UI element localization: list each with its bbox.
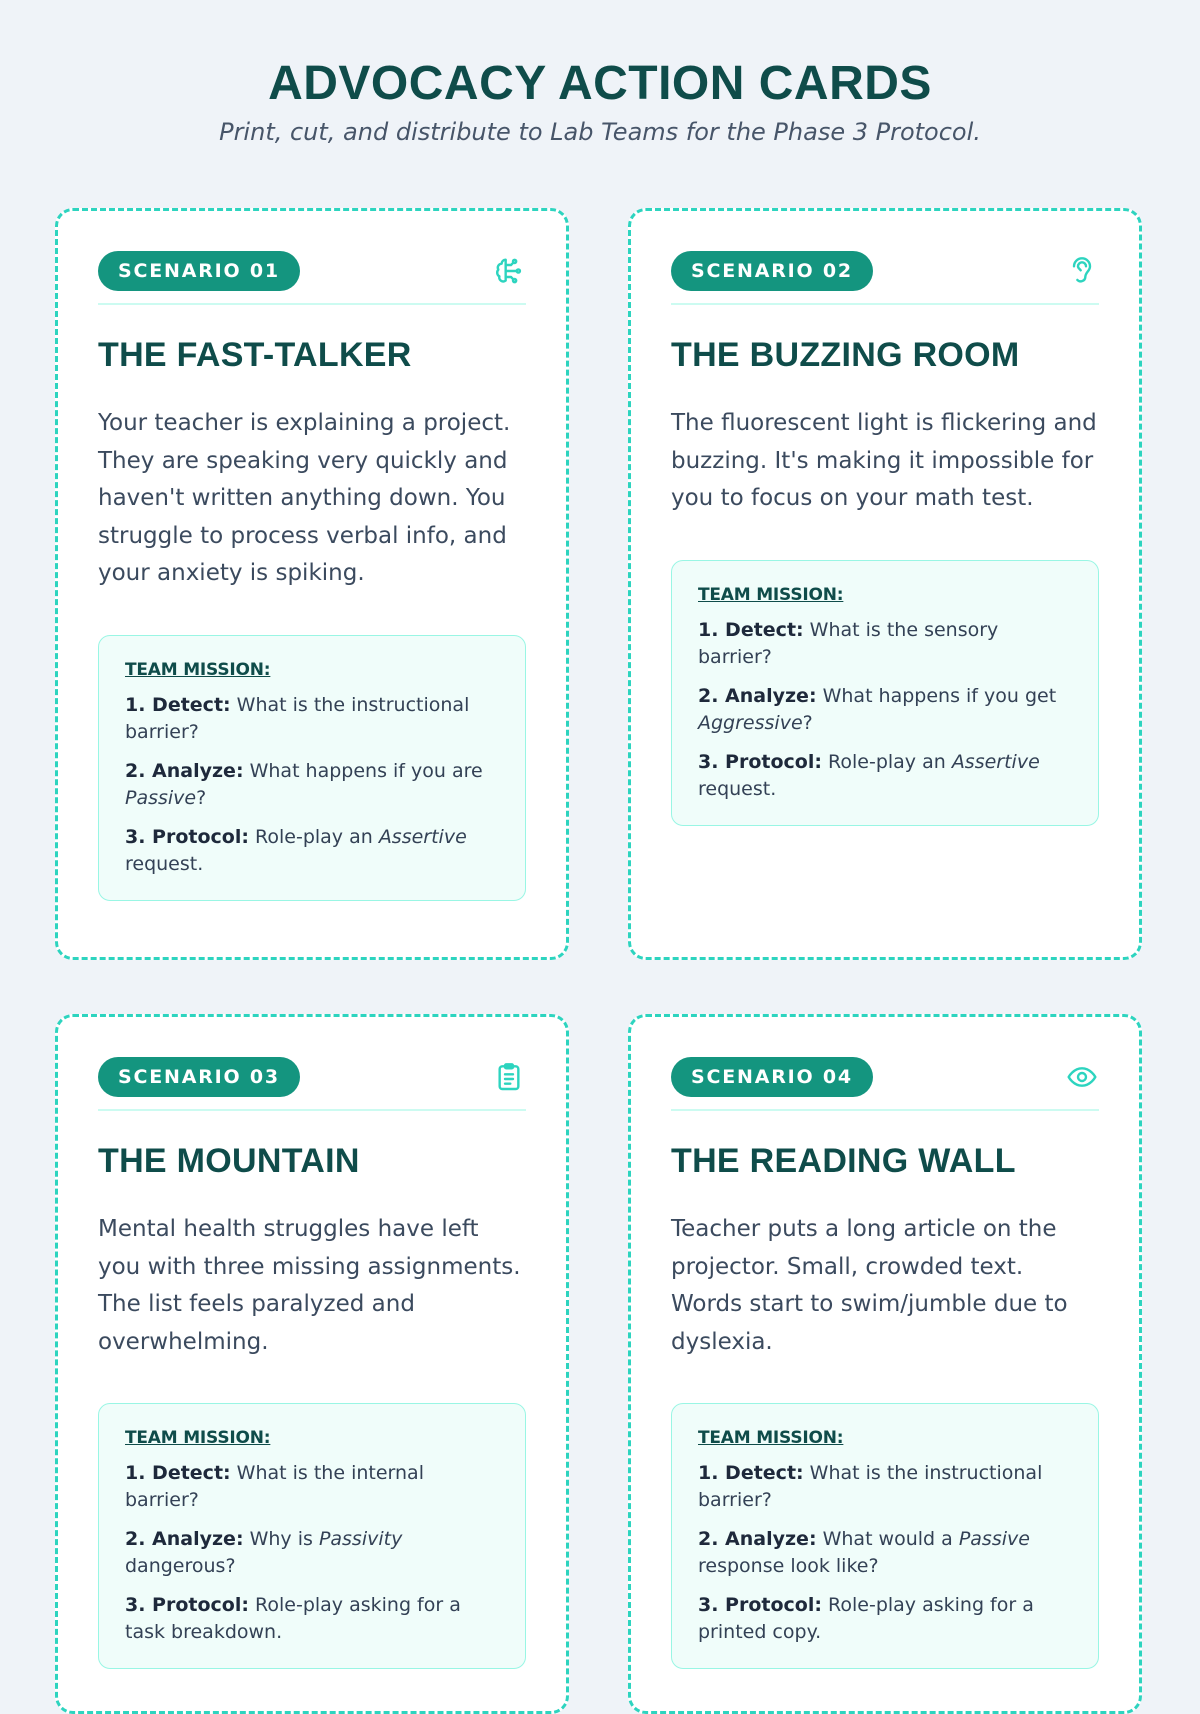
scenario-card [628, 208, 1142, 960]
card-description: Teacher puts a long article on the projector. Small, crowded text. Words start to swim/jumble due to dyslexia. [671, 1216, 1068, 1355]
mission-step-text: What is the instructional barrier? [698, 1462, 1043, 1511]
scenario-badge: SCENARIO 03 [98, 1057, 300, 1097]
mission-step-label: 3. Protocol: [125, 825, 249, 848]
team-mission-box [98, 635, 526, 901]
mission-item [125, 758, 499, 812]
mission-step-label: 3. Protocol: [125, 1594, 249, 1616]
card-title: THE READING WALL [671, 1142, 1016, 1180]
card-header [671, 1057, 1099, 1111]
clipboard-icon [492, 1060, 526, 1094]
mission-item [125, 1460, 499, 1514]
mission-item [698, 617, 1072, 671]
team-mission-box [671, 1403, 1099, 1669]
card-title: THE BUZZING ROOM [671, 336, 1020, 374]
brain-icon [492, 254, 526, 288]
mission-step-text: What would a [822, 1528, 959, 1550]
mission-step-label: 2. Analyze: [125, 759, 244, 782]
card-title: THE FAST-TALKER [98, 336, 412, 374]
ear-icon [1065, 254, 1099, 288]
mission-step-emphasis: Passive [958, 1528, 1030, 1550]
mission-label: TEAM MISSION: [698, 584, 844, 605]
page-header [0, 54, 1200, 148]
mission-step-label: 2. Analyze: [125, 1528, 244, 1550]
mission-step-label: 1. Detect: [698, 1462, 804, 1484]
mission-step-emphasis: Passive [125, 786, 197, 809]
mission-step-text: request. [698, 777, 777, 800]
mission-item [698, 1526, 1072, 1580]
mission-step-emphasis: Assertive [951, 750, 1040, 773]
mission-step-emphasis: Aggressive [698, 711, 803, 734]
mission-step-text: Role-play asking for a task breakdown. [125, 1594, 461, 1643]
mission-step-text: What happens if you are [249, 759, 483, 782]
mission-item [125, 692, 499, 746]
scenario-badge: SCENARIO 02 [671, 251, 873, 291]
page-subtitle: Print, cut, and distribute to Lab Teams for the Phase 3 Protocol. [219, 118, 981, 146]
mission-step-label: 1. Detect: [698, 618, 804, 641]
mission-step-text: What is the sensory barrier? [698, 618, 999, 668]
mission-item [125, 1526, 499, 1580]
team-mission-box [98, 1403, 526, 1669]
mission-step-label: 2. Analyze: [698, 1528, 817, 1550]
mission-step-text: Role-play an [255, 825, 379, 848]
mission-step-text: response look like? [698, 1555, 879, 1577]
card-description: Mental health struggles have left you with three missing assignments. The list feels paralyzed and overwhelming. [98, 1216, 521, 1355]
card-header [671, 251, 1099, 305]
mission-item [125, 824, 499, 878]
card-title: THE MOUNTAIN [98, 1142, 360, 1180]
mission-step-label: 3. Protocol: [698, 750, 822, 773]
scenario-card [55, 1014, 569, 1714]
mission-step-emphasis: Assertive [378, 825, 467, 848]
mission-step-emphasis: Passivity [318, 1528, 403, 1550]
scenario-badge: SCENARIO 04 [671, 1057, 873, 1097]
mission-step-text: Role-play asking for a printed copy. [698, 1594, 1034, 1643]
mission-step-text: Why is [249, 1528, 319, 1550]
card-description: Your teacher is explaining a project. They are speaking very quickly and haven't written anything down. You struggle to process verbal info, and your anxiety is spiking. [98, 410, 511, 586]
mission-item [698, 1592, 1072, 1646]
mission-item [698, 749, 1072, 803]
mission-step-text: What is the internal barrier? [125, 1462, 424, 1511]
mission-step-label: 1. Detect: [125, 693, 231, 716]
mission-step-label: 2. Analyze: [698, 684, 817, 707]
mission-step-text: What happens if you get [822, 684, 1057, 707]
card-description: The fluorescent light is flickering and buzzing. It's making it impossible for you to focus on your math test. [671, 410, 1097, 511]
scenario-card [628, 1014, 1142, 1714]
mission-step-text: Role-play an [828, 750, 952, 773]
mission-step-label: 1. Detect: [125, 1462, 231, 1484]
mission-step-text: ? [196, 786, 207, 809]
mission-step-text: dangerous? [125, 1555, 236, 1577]
eye-icon [1065, 1060, 1099, 1094]
mission-item [125, 1592, 499, 1646]
mission-item [698, 1460, 1072, 1514]
card-header [98, 251, 526, 305]
page-title: ADVOCACY ACTION CARDS [268, 57, 932, 110]
team-mission-box [671, 560, 1099, 826]
scenario-badge: SCENARIO 01 [98, 251, 300, 291]
card-header [98, 1057, 526, 1111]
mission-step-text: ? [802, 711, 813, 734]
mission-label: TEAM MISSION: [125, 1428, 271, 1448]
mission-step-label: 3. Protocol: [698, 1594, 822, 1616]
mission-label: TEAM MISSION: [698, 1428, 844, 1448]
mission-label: TEAM MISSION: [125, 659, 271, 680]
mission-step-text: What is the instructional barrier? [125, 693, 470, 743]
mission-item [698, 683, 1072, 737]
scenario-card [55, 208, 569, 960]
mission-step-text: request. [125, 852, 204, 875]
